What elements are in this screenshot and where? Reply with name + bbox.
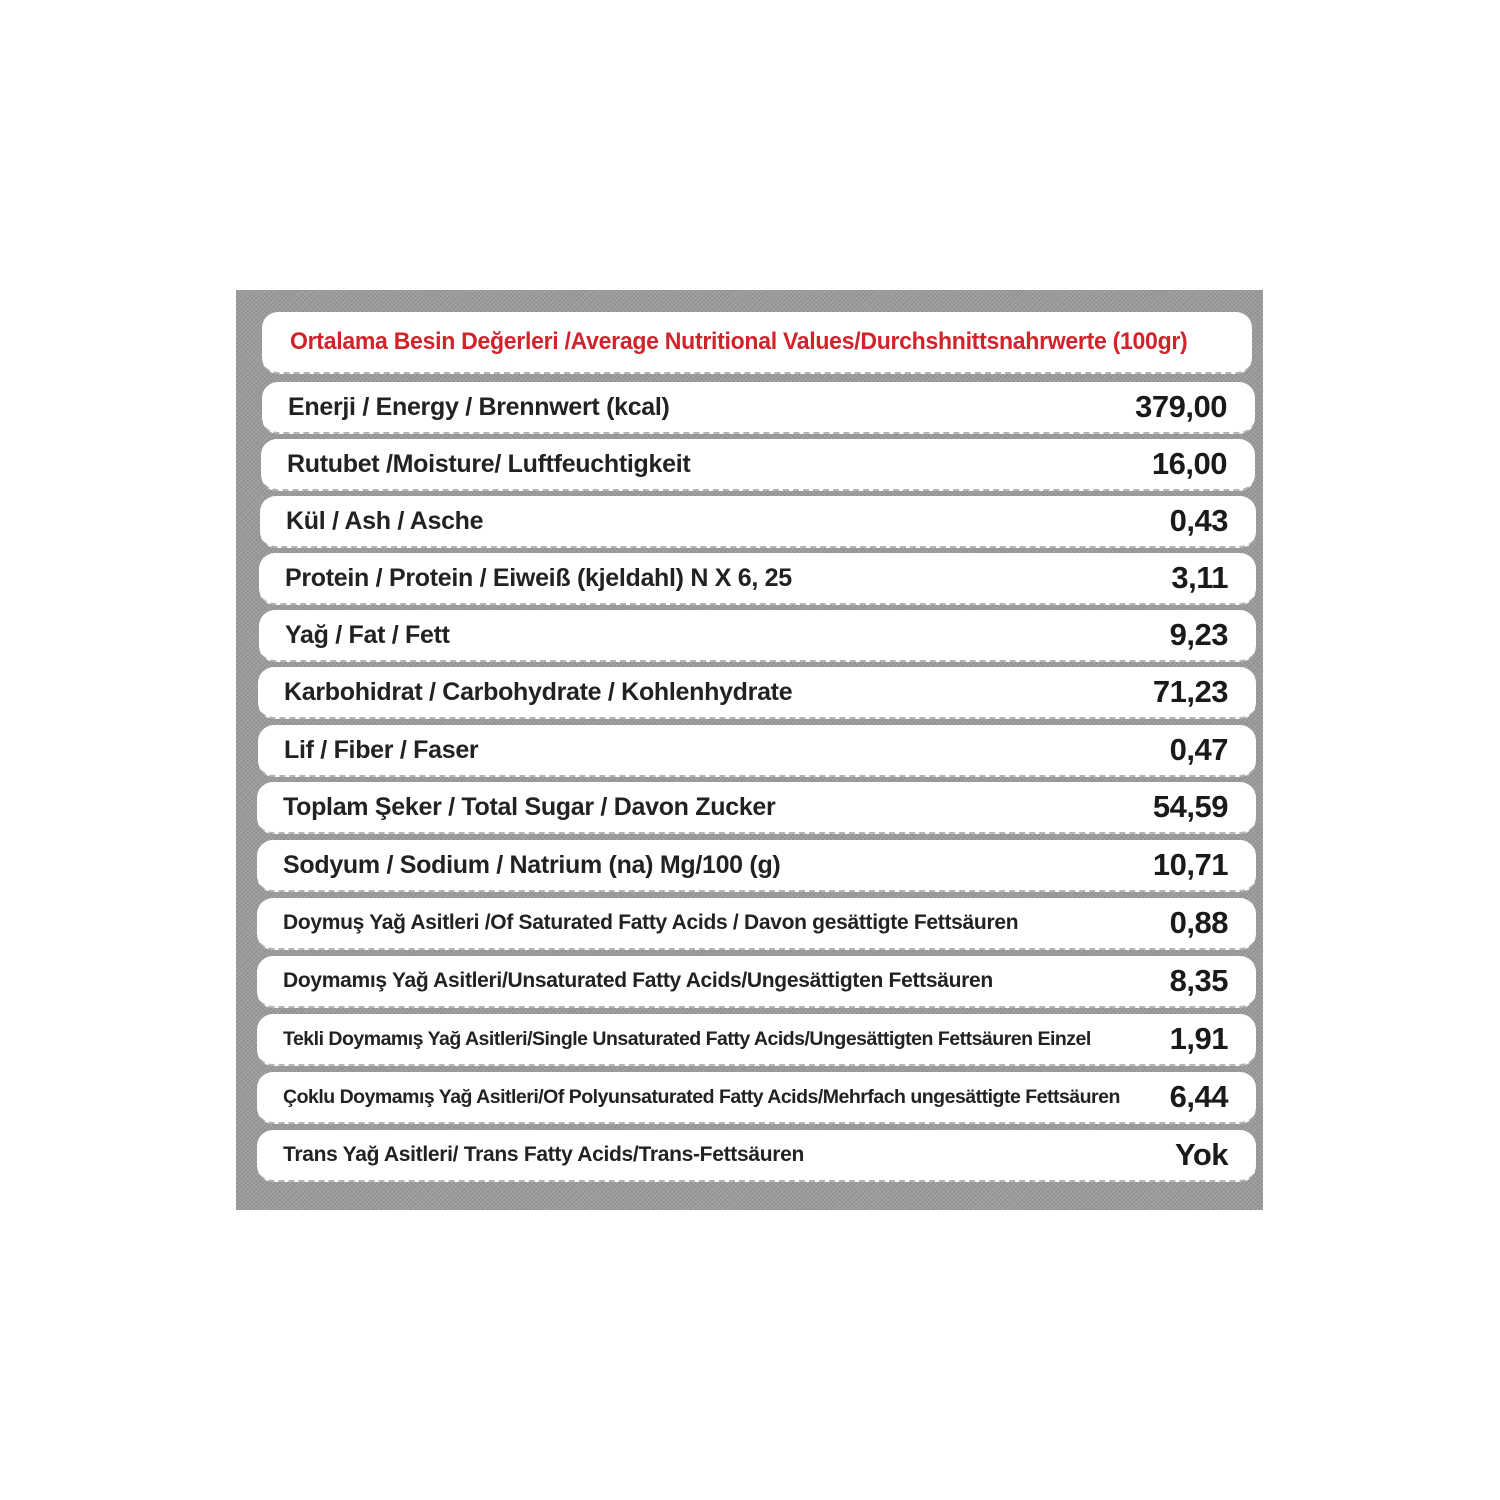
row-value: 6,44 [1169,1079,1228,1114]
row-value: 9,23 [1169,617,1228,652]
table-row [258,667,1256,719]
table-row [262,382,1255,434]
table-row [259,610,1256,662]
table-row [257,782,1256,834]
row-value: 8,35 [1169,963,1228,998]
nutrition-title: Ortalama Besin Değerleri /Average Nutritional Values/Durchshnittsnahrwerte (100gr) [290,328,1188,355]
row-label: Çoklu Doymamış Yağ Asitleri/Of Polyunsaturated Fatty Acids/Mehrfach ungesättigte Fettsäuren [283,1085,1120,1108]
table-row [261,439,1255,491]
row-value: Yok [1174,1137,1228,1172]
row-value: 16,00 [1151,446,1227,481]
row-label: Protein / Protein / Eiweiß (kjeldahl) N X 6, 25 [285,563,792,592]
table-row [259,553,1256,605]
table-row [260,496,1256,548]
row-value: 54,59 [1152,789,1228,824]
row-value: 379,00 [1135,389,1227,424]
nutrition-title-row [262,312,1252,374]
row-label: Lif / Fiber / Faser [284,735,479,764]
row-value: 0,43 [1169,503,1228,538]
row-value: 1,91 [1169,1021,1228,1056]
nutrition-label [236,290,1263,1210]
row-value: 0,47 [1169,732,1228,767]
row-label: Toplam Şeker / Total Sugar / Davon Zucker [283,792,776,821]
table-row [257,1072,1256,1124]
row-label: Trans Yağ Asitleri/ Trans Fatty Acids/Trans-Fettsäuren [283,1143,805,1166]
table-row [257,1014,1256,1066]
row-label: Sodyum / Sodium / Natrium (na) Mg/100 (g) [283,850,781,879]
table-row [258,725,1256,777]
row-label: Kül / Ash / Asche [286,506,484,535]
row-label: Enerji / Energy / Brennwert (kcal) [288,392,670,421]
row-value: 71,23 [1152,674,1228,709]
table-row [257,898,1256,950]
row-value: 0,88 [1169,905,1228,940]
table-row [257,1130,1256,1182]
row-label: Yağ / Fat / Fett [285,620,450,649]
table-row [257,956,1256,1008]
row-value: 10,71 [1152,847,1228,882]
row-label: Rutubet /Moisture/ Luftfeuchtigkeit [287,449,691,478]
row-label: Tekli Doymamış Yağ Asitleri/Single Unsaturated Fatty Acids/Ungesättigten Fettsäuren Einzel [283,1027,1091,1050]
table-row [257,840,1256,892]
row-label: Karbohidrat / Carbohydrate / Kohlenhydrate [284,677,793,706]
row-label: Doymuş Yağ Asitleri /Of Saturated Fatty Acids / Davon gesättigte Fettsäuren [283,911,1019,934]
row-value: 3,11 [1171,560,1228,595]
row-label: Doymamış Yağ Asitleri/Unsaturated Fatty Acids/Ungesättigten Fettsäuren [283,969,993,992]
